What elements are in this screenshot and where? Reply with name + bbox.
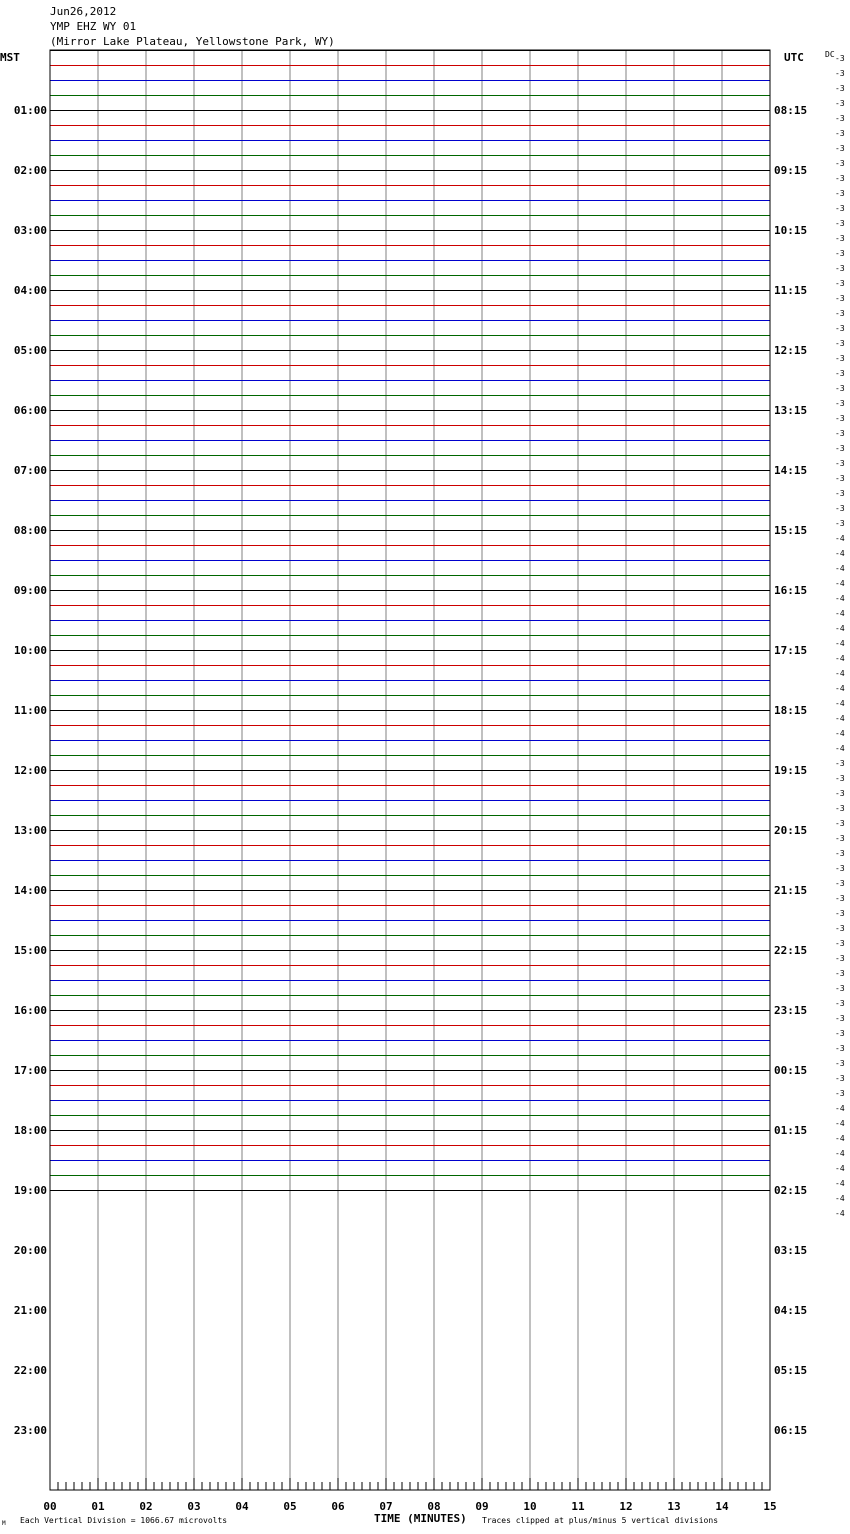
utc-hour-label: 05:15 — [774, 1364, 808, 1377]
dc-offset-label: -3 — [835, 804, 845, 813]
utc-hour-label: 00:15 — [774, 1064, 808, 1077]
trace-rows — [50, 51, 770, 1191]
dc-offset-label: -3 — [835, 54, 845, 63]
mst-hour-label: 18:00 — [13, 1124, 47, 1137]
mst-hour-label: 16:00 — [13, 1004, 47, 1017]
dc-offset-label: -3 — [835, 1089, 845, 1098]
dc-offset-label: -3 — [835, 414, 845, 423]
utc-hour-label: 17:15 — [774, 644, 808, 657]
dc-offset-label: -3 — [835, 309, 845, 318]
utc-hour-label: 03:15 — [774, 1244, 808, 1257]
header-station: YMP EHZ WY 01 — [50, 20, 137, 33]
header-location: (Mirror Lake Plateau, Yellowstone Park, WY) — [50, 35, 335, 48]
mst-hour-label: 05:00 — [13, 344, 47, 357]
dc-offset-label: -3 — [835, 759, 845, 768]
dc-offset-label: -3 — [835, 174, 845, 183]
dc-offset-label: -3 — [835, 789, 845, 798]
mst-hour-label: 14:00 — [13, 884, 47, 897]
dc-offset-label: -3 — [835, 939, 845, 948]
dc-offset-label: -3 — [835, 1029, 845, 1038]
dc-offset-label: -3 — [835, 774, 845, 783]
dc-offset-label: -3 — [835, 909, 845, 918]
x-tick-label: 10 — [523, 1500, 537, 1513]
utc-hour-labels — [774, 104, 807, 1437]
dc-offset-label: -3 — [835, 489, 845, 498]
dc-offset-label: -4 — [835, 1164, 845, 1173]
mst-hour-label: 08:00 — [13, 524, 47, 537]
dc-offset-label: -4 — [835, 594, 845, 603]
dc-offset-label: -4 — [835, 579, 845, 588]
dc-offset-label: -3 — [835, 84, 845, 93]
mst-hour-label: 11:00 — [13, 704, 47, 717]
mst-hour-label: 03:00 — [13, 224, 47, 237]
mst-hour-label: 21:00 — [13, 1304, 47, 1317]
dc-offset-label: -3 — [835, 369, 845, 378]
mst-hour-label: 02:00 — [13, 164, 47, 177]
dc-offset-label: -3 — [835, 1014, 845, 1023]
utc-hour-label: 12:15 — [774, 344, 808, 357]
dc-offset-label: -3 — [835, 474, 845, 483]
utc-hour-label: 02:15 — [774, 1184, 808, 1197]
mst-hour-label: 22:00 — [13, 1364, 47, 1377]
mst-hour-labels — [14, 104, 47, 1437]
dc-offset-label: -3 — [835, 219, 845, 228]
dc-offset-label: -3 — [835, 279, 845, 288]
dc-offset-label: -4 — [835, 549, 845, 558]
dc-offset-label: -4 — [835, 564, 845, 573]
dc-offset-label: -3 — [835, 189, 845, 198]
utc-hour-label: 21:15 — [774, 884, 808, 897]
x-tick-label: 13 — [667, 1500, 681, 1513]
dc-offset-label: -3 — [835, 429, 845, 438]
x-axis — [43, 1478, 776, 1513]
x-tick-label: 01 — [91, 1500, 105, 1513]
x-tick-label: 08 — [427, 1500, 441, 1513]
dc-offset-label: -3 — [835, 849, 845, 858]
utc-hour-label: 14:15 — [774, 464, 808, 477]
mst-hour-label: 23:00 — [13, 1424, 47, 1437]
utc-hour-label: 19:15 — [774, 764, 808, 777]
dc-offset-label: -3 — [835, 519, 845, 528]
mst-hour-label: 17:00 — [13, 1064, 47, 1077]
mst-hour-label: 01:00 — [13, 104, 47, 117]
dc-offset-label: -4 — [835, 669, 845, 678]
dc-offset-labels — [835, 54, 845, 1218]
dc-offset-label: -4 — [835, 744, 845, 753]
utc-hour-label: 13:15 — [774, 404, 808, 417]
dc-offset-label: -3 — [835, 984, 845, 993]
x-tick-label: 00 — [43, 1500, 57, 1513]
x-tick-label: 06 — [331, 1500, 345, 1513]
right-axis-title: UTC — [784, 51, 804, 64]
dc-label: DC — [825, 50, 835, 59]
dc-offset-label: -3 — [835, 444, 845, 453]
corner-mark: M — [2, 1520, 6, 1527]
dc-offset-label: -4 — [835, 1134, 845, 1143]
mst-hour-label: 19:00 — [13, 1184, 47, 1197]
x-tick-label: 07 — [379, 1500, 393, 1513]
mst-hour-label: 15:00 — [13, 944, 47, 957]
dc-offset-label: -4 — [835, 729, 845, 738]
dc-offset-label: -4 — [835, 684, 845, 693]
mst-hour-label: 20:00 — [13, 1244, 47, 1257]
dc-offset-label: -3 — [835, 1059, 845, 1068]
dc-offset-label: -3 — [835, 924, 845, 933]
mst-hour-label: 07:00 — [13, 464, 47, 477]
utc-hour-label: 06:15 — [774, 1424, 808, 1437]
dc-offset-label: -4 — [835, 1104, 845, 1113]
dc-offset-label: -4 — [835, 624, 845, 633]
dc-offset-label: -3 — [835, 864, 845, 873]
dc-offset-label: -3 — [835, 204, 845, 213]
dc-offset-label: -4 — [835, 1209, 845, 1218]
dc-offset-label: -4 — [835, 1119, 845, 1128]
dc-offset-label: -3 — [835, 249, 845, 258]
x-tick-label: 05 — [283, 1500, 297, 1513]
x-tick-label: 09 — [475, 1500, 489, 1513]
utc-hour-label: 15:15 — [774, 524, 808, 537]
mst-hour-label: 13:00 — [13, 824, 47, 837]
utc-hour-label: 10:15 — [774, 224, 808, 237]
dc-offset-label: -4 — [835, 699, 845, 708]
dc-offset-label: -3 — [835, 879, 845, 888]
x-tick-label: 04 — [235, 1500, 249, 1513]
utc-hour-label: 11:15 — [774, 284, 808, 297]
header-date: Jun26,2012 — [50, 5, 117, 18]
dc-offset-label: -4 — [835, 534, 845, 543]
x-tick-label: 15 — [763, 1500, 777, 1513]
dc-offset-label: -3 — [835, 1044, 845, 1053]
dc-offset-label: -3 — [835, 114, 845, 123]
utc-hour-label: 23:15 — [774, 1004, 808, 1017]
mst-hour-label: 12:00 — [13, 764, 47, 777]
dc-offset-label: -3 — [835, 819, 845, 828]
x-tick-label: 12 — [619, 1500, 633, 1513]
clip-note: Traces clipped at plus/minus 5 vertical divisions — [482, 1516, 719, 1525]
utc-hour-label: 20:15 — [774, 824, 808, 837]
x-axis-title: TIME (MINUTES) — [374, 1512, 467, 1525]
x-tick-label: 14 — [715, 1500, 729, 1513]
utc-hour-label: 08:15 — [774, 104, 808, 117]
dc-offset-label: -4 — [835, 1194, 845, 1203]
dc-offset-label: -3 — [835, 894, 845, 903]
utc-hour-label: 01:15 — [774, 1124, 808, 1137]
dc-offset-label: -3 — [835, 1074, 845, 1083]
dc-offset-label: -4 — [835, 714, 845, 723]
dc-offset-label: -3 — [835, 399, 845, 408]
dc-offset-label: -3 — [835, 459, 845, 468]
dc-offset-label: -3 — [835, 129, 845, 138]
dc-offset-label: -3 — [835, 324, 845, 333]
dc-offset-label: -4 — [835, 1179, 845, 1188]
x-tick-label: 03 — [187, 1500, 201, 1513]
utc-hour-label: 09:15 — [774, 164, 808, 177]
mst-hour-label: 04:00 — [13, 284, 47, 297]
dc-offset-label: -3 — [835, 234, 845, 243]
dc-offset-label: -4 — [835, 639, 845, 648]
utc-hour-label: 16:15 — [774, 584, 808, 597]
x-tick-label: 11 — [571, 1500, 585, 1513]
dc-offset-label: -3 — [835, 504, 845, 513]
mst-hour-label: 10:00 — [13, 644, 47, 657]
x-tick-label: 02 — [139, 1500, 153, 1513]
dc-offset-label: -3 — [835, 954, 845, 963]
dc-offset-label: -3 — [835, 294, 845, 303]
dc-offset-label: -3 — [835, 384, 845, 393]
dc-offset-label: -3 — [835, 969, 845, 978]
dc-offset-label: -3 — [835, 69, 845, 78]
dc-offset-label: -3 — [835, 999, 845, 1008]
scale-note: Each Vertical Division = 1066.67 microvolts — [20, 1516, 228, 1525]
dc-offset-label: -4 — [835, 654, 845, 663]
dc-offset-label: -3 — [835, 354, 845, 363]
utc-hour-label: 04:15 — [774, 1304, 808, 1317]
dc-offset-label: -3 — [835, 159, 845, 168]
utc-hour-label: 18:15 — [774, 704, 808, 717]
dc-offset-label: -3 — [835, 144, 845, 153]
mst-hour-label: 06:00 — [13, 404, 47, 417]
dc-offset-label: -3 — [835, 99, 845, 108]
dc-offset-label: -3 — [835, 834, 845, 843]
dc-offset-label: -3 — [835, 264, 845, 273]
mst-hour-label: 09:00 — [13, 584, 47, 597]
dc-offset-label: -4 — [835, 609, 845, 618]
dc-offset-label: -3 — [835, 339, 845, 348]
left-axis-title: MST — [0, 51, 20, 64]
dc-offset-label: -4 — [835, 1149, 845, 1158]
utc-hour-label: 22:15 — [774, 944, 808, 957]
